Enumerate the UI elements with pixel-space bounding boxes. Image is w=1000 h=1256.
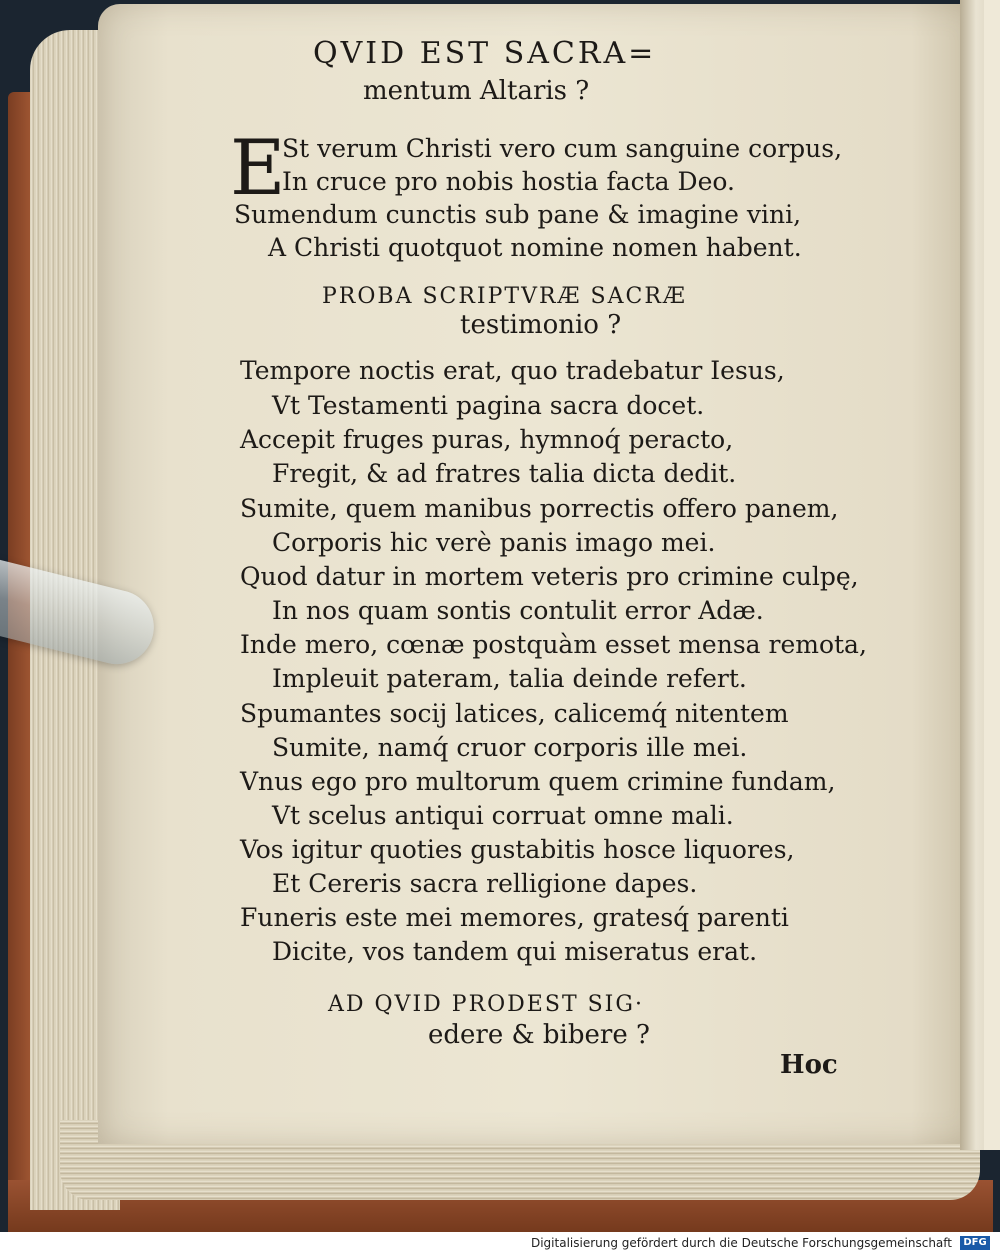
- verse-line: Fregit, & ad fratres talia dicta dedit.: [272, 459, 737, 488]
- drop-capital: E: [230, 123, 286, 212]
- verse-line: Vt Testamenti pagina sacra docet.: [272, 391, 705, 420]
- verse-line: Inde mero, cœnæ postquàm esset mensa remota,: [240, 630, 867, 659]
- heading-line-1: QVID EST SACRA=: [313, 36, 657, 71]
- catchword: Hoc: [780, 1050, 838, 1080]
- verse-line: In nos quam sontis contulit error Adæ.: [272, 596, 764, 625]
- section2-heading-line-1: PROBA SCRIPTVRÆ SACRÆ: [322, 284, 687, 309]
- stanza1-line-4: A Christi quotquot nomine nomen habent.: [268, 233, 802, 262]
- verse-line: Et Cereris sacra relligione dapes.: [272, 869, 698, 898]
- verse-line: Corporis hic verè panis imago mei.: [272, 528, 716, 557]
- verse-line: Funeris este mei memores, gratesq́ parenti: [240, 903, 789, 932]
- verse-line: Impleuit pateram, talia deinde refert.: [272, 664, 747, 693]
- stanza1-line-2: In cruce pro nobis hostia facta Deo.: [282, 167, 735, 196]
- verse-line: Vnus ego pro multorum quem crimine fundam,: [240, 767, 836, 796]
- verse-line: Vt scelus antiqui corruat omne mali.: [272, 801, 734, 830]
- verse-line: Accepit fruges puras, hymnoq́ peracto,: [240, 425, 734, 454]
- verse-line: Spumantes socij latices, calicemq́ nitentem: [240, 699, 789, 728]
- section2-heading-line-2: testimonio ?: [460, 310, 622, 340]
- dfg-logo: DFG: [960, 1236, 990, 1250]
- verse-line: Sumite, quem manibus porrectis offero panem,: [240, 494, 839, 523]
- footer-credit: Digitalisierung gefördert durch die Deutsche Forschungsgemeinschaft: [530, 1236, 952, 1250]
- footer-bar: [0, 1232, 1000, 1256]
- verse-line: Sumite, namq́ cruor corporis ille mei.: [272, 733, 748, 762]
- section3-heading-line-1: AD QVID PRODEST SIG·: [328, 992, 644, 1017]
- verse-line: Quod datur in mortem veteris pro crimine culpę,: [240, 562, 859, 591]
- stanza1-line-1: St verum Christi vero cum sanguine corpus,: [282, 134, 843, 163]
- heading-line-2: mentum Altaris ?: [363, 76, 590, 106]
- verse-line: Vos igitur quoties gustabitis hosce liquores,: [240, 835, 795, 864]
- verse-line: Tempore noctis erat, quo tradebatur Iesus,: [240, 356, 785, 385]
- section3-heading-line-2: edere & bibere ?: [428, 1020, 650, 1050]
- right-page-edge: [984, 0, 1000, 1150]
- verse-line: Dicite, vos tandem qui miseratus erat.: [272, 937, 758, 966]
- stanza1-line-3: Sumendum cunctis sub pane & imagine vini,: [234, 200, 802, 229]
